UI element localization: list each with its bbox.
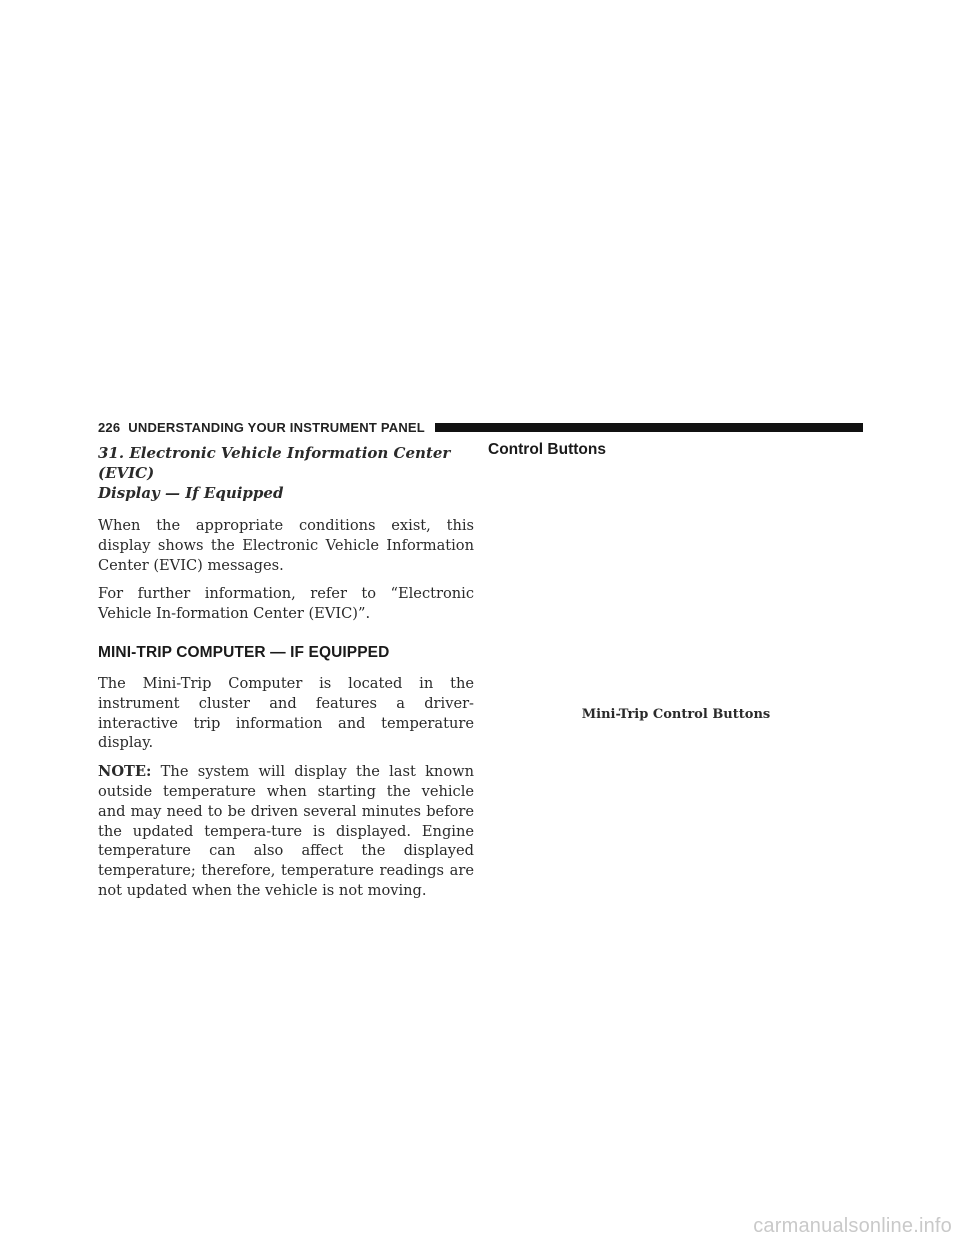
item-heading-line2: Display — If Equipped [98,484,284,502]
note-text: The system will display the last known outside temperature when starting the vehicle and may need to be driven several minutes before the updated tempera-ture is displayed. Engine temperature can also affect the displayed temperature; therefore, temperature readings are not updated when the vehicle is not moving. [98,763,474,899]
note-label: NOTE: [98,763,152,781]
page-number: 226 [98,419,121,435]
page-header [98,418,863,436]
section-heading: MINI-TRIP COMPUTER — IF EQUIPPED [98,643,390,661]
right-column [488,441,864,459]
header-title: UNDERSTANDING YOUR INSTRUMENT PANEL [128,419,425,435]
watermark: carmanualsonline.info [753,1215,952,1237]
evic-reference-paragraph: For further information, refer to “Electronic Vehicle In-formation Center (EVIC)”. [98,585,474,623]
left-column [98,443,474,910]
mini-trip-paragraph: The Mini-Trip Computer is located in the instrument cluster and features a driver-interactive trip information and temperature display. [98,674,474,752]
header-rule [435,423,863,432]
note-paragraph [98,762,474,901]
figure-caption: Mini-Trip Control Buttons [581,707,771,722]
item-heading [98,443,474,503]
item-heading-line1: 31. Electronic Vehicle Information Center (EVIC) [98,444,451,482]
control-buttons-heading: Control Buttons [488,441,606,458]
evic-paragraph: When the appropriate conditions exist, this display shows the Electronic Vehicle Information Center (EVIC) messages. [98,517,474,574]
figure-image-placeholder [488,468,864,700]
